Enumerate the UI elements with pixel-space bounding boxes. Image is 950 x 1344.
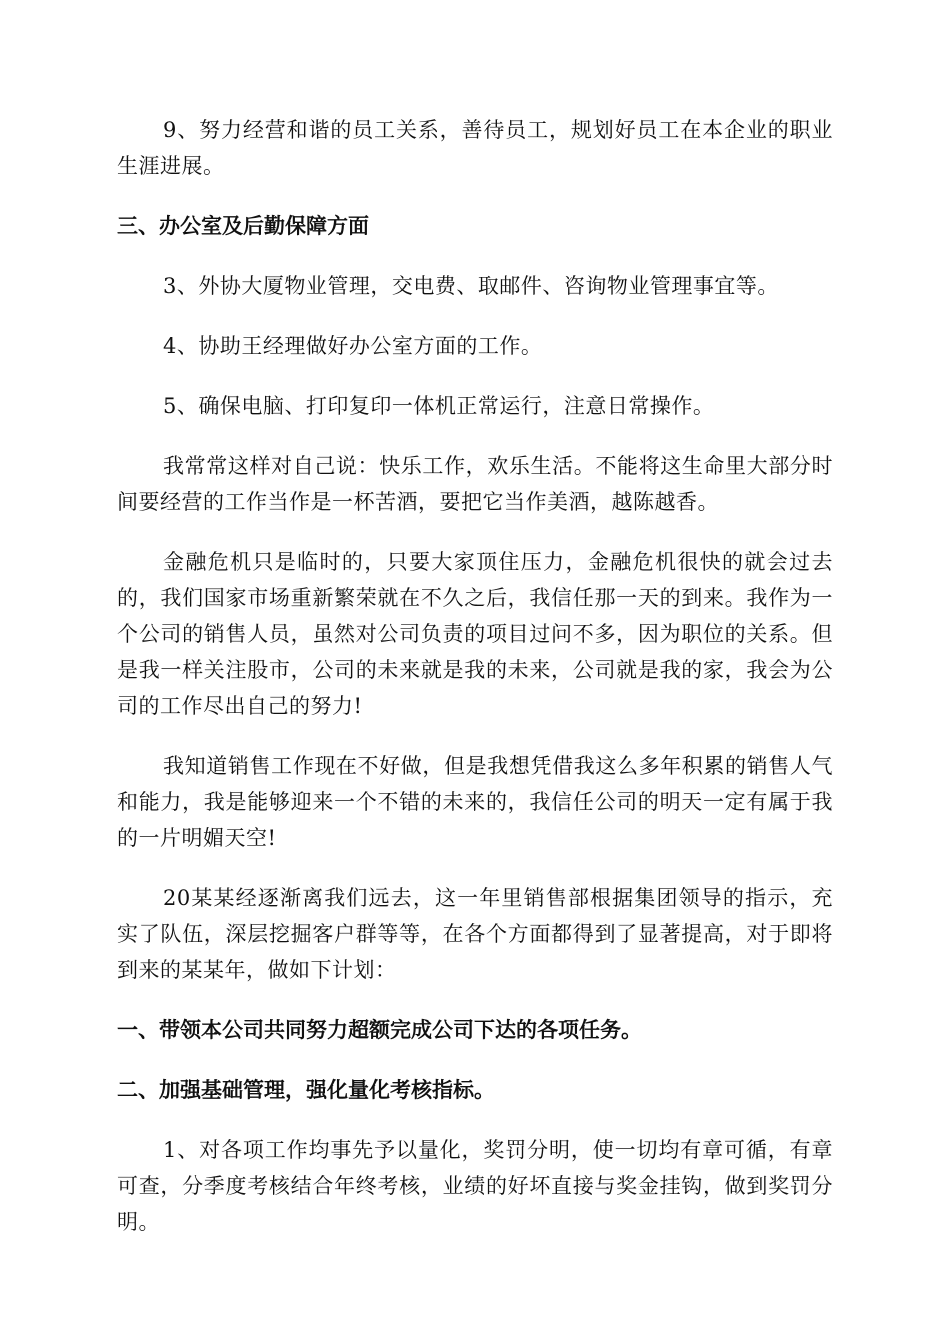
paragraph: 1、对各项工作均事先予以量化，奖罚分明，使一切均有章可循，有章可查，分季度考核结合年终考核，业绩的好坏直接与奖金挂钩，做到奖罚分明。 <box>117 1138 833 1234</box>
paragraph: 4、协助王经理做好办公室方面的工作。 <box>163 334 543 358</box>
paragraph: 9、努力经营和谐的员工关系，善待员工，规划好员工在本企业的职业生涯进展。 <box>117 118 833 178</box>
paragraph: 5、确保电脑、打印复印一体机正常运行，注意日常操作。 <box>163 394 715 418</box>
paragraph: 3、外协大厦物业管理，交电费、取邮件、咨询物业管理事宜等。 <box>163 274 779 298</box>
paragraph: 我常常这样对自己说：快乐工作，欢乐生活。不能将这生命里大部分时间要经营的工作当作是一杯苦酒，要把它当作美酒，越陈越香。 <box>117 454 833 514</box>
section-heading: 三、办公室及后勤保障方面 <box>117 214 369 238</box>
paragraph: 我知道销售工作现在不好做，但是我想凭借我这么多年积累的销售人气和能力，我是能够迎来一个不错的未来的，我信任公司的明天一定有属于我的一片明媚天空! <box>117 754 833 850</box>
section-heading: 一、带领本公司共同努力超额完成公司下达的各项任务。 <box>117 1018 642 1042</box>
section-heading: 二、加强基础管理，强化量化考核指标。 <box>117 1078 495 1102</box>
paragraph: 金融危机只是临时的，只要大家顶住压力，金融危机很快的就会过去的，我们国家市场重新繁荣就在不久之后，我信任那一天的到来。我作为一个公司的销售人员，虽然对公司负责的项目过问不多，因为职位的关系。但是我一样关注股市，公司的未来就是我的未来，公司就是我的家，我会为公司的工作尽出自己的努力! <box>117 550 833 718</box>
document-page <box>117 112 833 1264</box>
paragraph: 20某某经逐渐离我们远去，这一年里销售部根据集团领导的指示，充实了队伍，深层挖掘客户群等等，在各个方面都得到了显著提高，对于即将到来的某某年，做如下计划： <box>117 886 833 982</box>
